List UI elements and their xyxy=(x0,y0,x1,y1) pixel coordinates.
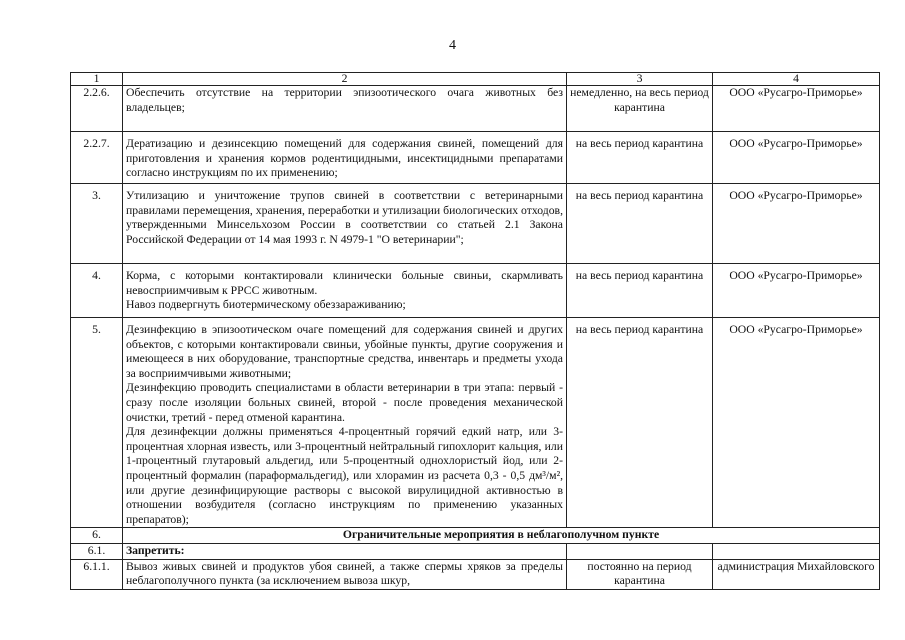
measure-paragraph: Корма, с которыми контактировали клинически больные свиньи, скармливать невосприимчивым к РРСС животным. xyxy=(126,269,563,297)
table-header-row xyxy=(71,73,880,86)
row-measure-text xyxy=(123,184,567,264)
table-row xyxy=(71,184,880,264)
row-number: 6.1.1. xyxy=(71,559,123,589)
row-measure-text xyxy=(123,264,567,318)
row-number: 2.2.7. xyxy=(71,132,123,184)
row-number: 5. xyxy=(71,318,123,528)
section-title: Ограничительные мероприятия в неблагополучном пункте xyxy=(123,528,880,544)
measure-paragraph: Дезинфекцию в эпизоотическом очаге помещений для содержания свиней и других объектов, с которыми контактировали свиньи, убойные пункты, другие сооружения и имеющееся в них оборудование, транспортные средства, инвентарь и предметы ухода за восприимчивыми животными; xyxy=(126,323,563,380)
row-term: на весь период карантина xyxy=(567,184,713,264)
page-number: 4 xyxy=(449,38,456,53)
subsection-row xyxy=(71,543,880,559)
empty-cell xyxy=(567,543,713,559)
row-responsible: ООО «Русагро-Приморье» xyxy=(713,86,880,132)
column-header-2: 2 xyxy=(123,73,567,86)
table-row xyxy=(71,264,880,318)
column-header-3: 3 xyxy=(567,73,713,86)
row-responsible: ООО «Русагро-Приморье» xyxy=(713,264,880,318)
subsection-title: Запретить: xyxy=(123,543,567,559)
measure-paragraph: Утилизацию и уничтожение трупов свиней в соответствии с ветеринарными правилами перемещения, хранения, переработки и утилизации биологических отходов, утвержденными Минсельхозом России в соответствии со статьей 2.1 Закона Российской Федерации от 14 мая 1993 г. N 4979-1 "О ветеринарии"; xyxy=(126,189,563,246)
row-term: на весь период карантина xyxy=(567,264,713,318)
measure-paragraph: Дератизацию и дезинсекцию помещений для содержания свиней, помещений для приготовления и хранения кормов родентицидными, инсектицидными препаратами согласно инструкциям по их применению; xyxy=(126,137,563,180)
row-measure-text xyxy=(123,86,567,132)
empty-cell xyxy=(713,543,880,559)
subsection-number: 6.1. xyxy=(71,543,123,559)
measures-table xyxy=(70,72,880,590)
measure-paragraph: Дезинфекцию проводить специалистами в области ветеринарии в три этапа: первый - сразу после изоляции больных свиней, второй - после проведения механической очистки, третий - перед отменой карантина. xyxy=(126,381,563,424)
section-number: 6. xyxy=(71,528,123,544)
row-term: на весь период карантина xyxy=(567,132,713,184)
table-row xyxy=(71,86,880,132)
row-responsible: администрация Михайловского xyxy=(713,559,880,589)
row-term: немедленно, на весь период карантина xyxy=(567,86,713,132)
section-row xyxy=(71,528,880,544)
measure-paragraph: Навоз подвергнуть биотермическому обеззараживанию; xyxy=(126,298,406,312)
row-responsible: ООО «Русагро-Приморье» xyxy=(713,132,880,184)
row-number: 4. xyxy=(71,264,123,318)
row-number: 2.2.6. xyxy=(71,86,123,132)
row-measure-text: Вывоз живых свиней и продуктов убоя свиней, а также спермы хряков за пределы неблагополучного пункта (за исключением вывоза шкур, xyxy=(123,559,567,589)
column-header-4: 4 xyxy=(713,73,880,86)
table-row xyxy=(71,132,880,184)
row-number: 3. xyxy=(71,184,123,264)
row-responsible: ООО «Русагро-Приморье» xyxy=(713,318,880,528)
table-row xyxy=(71,559,880,589)
row-measure-text xyxy=(123,318,567,528)
measure-paragraph: Для дезинфекции должны применяться 4-процентный горячий едкий натр, или 3-процентная хлорная известь, или 3-процентный нейтральный гипохлорит кальция, или 1-процентный глутаровый альдегид, или 5-процентный однохлористый йод, или 2-процентный формалин (параформальдегид), или хлорамин из расчета 0,3 - 0,5 дм³/м², или другие дезинфицирующие растворы с высокой вирулицидной активностью в отношении возбудителя (согласно инструкциям по применению указанных препаратов); xyxy=(126,425,563,526)
row-term: постоянно на период карантина xyxy=(567,559,713,589)
measure-paragraph: Обеспечить отсутствие на территории эпизоотического очага животных без владельцев; xyxy=(126,86,563,114)
row-responsible: ООО «Русагро-Приморье» xyxy=(713,184,880,264)
column-header-1: 1 xyxy=(71,73,123,86)
table-row xyxy=(71,318,880,528)
row-measure-text xyxy=(123,132,567,184)
row-term: на весь период карантина xyxy=(567,318,713,528)
